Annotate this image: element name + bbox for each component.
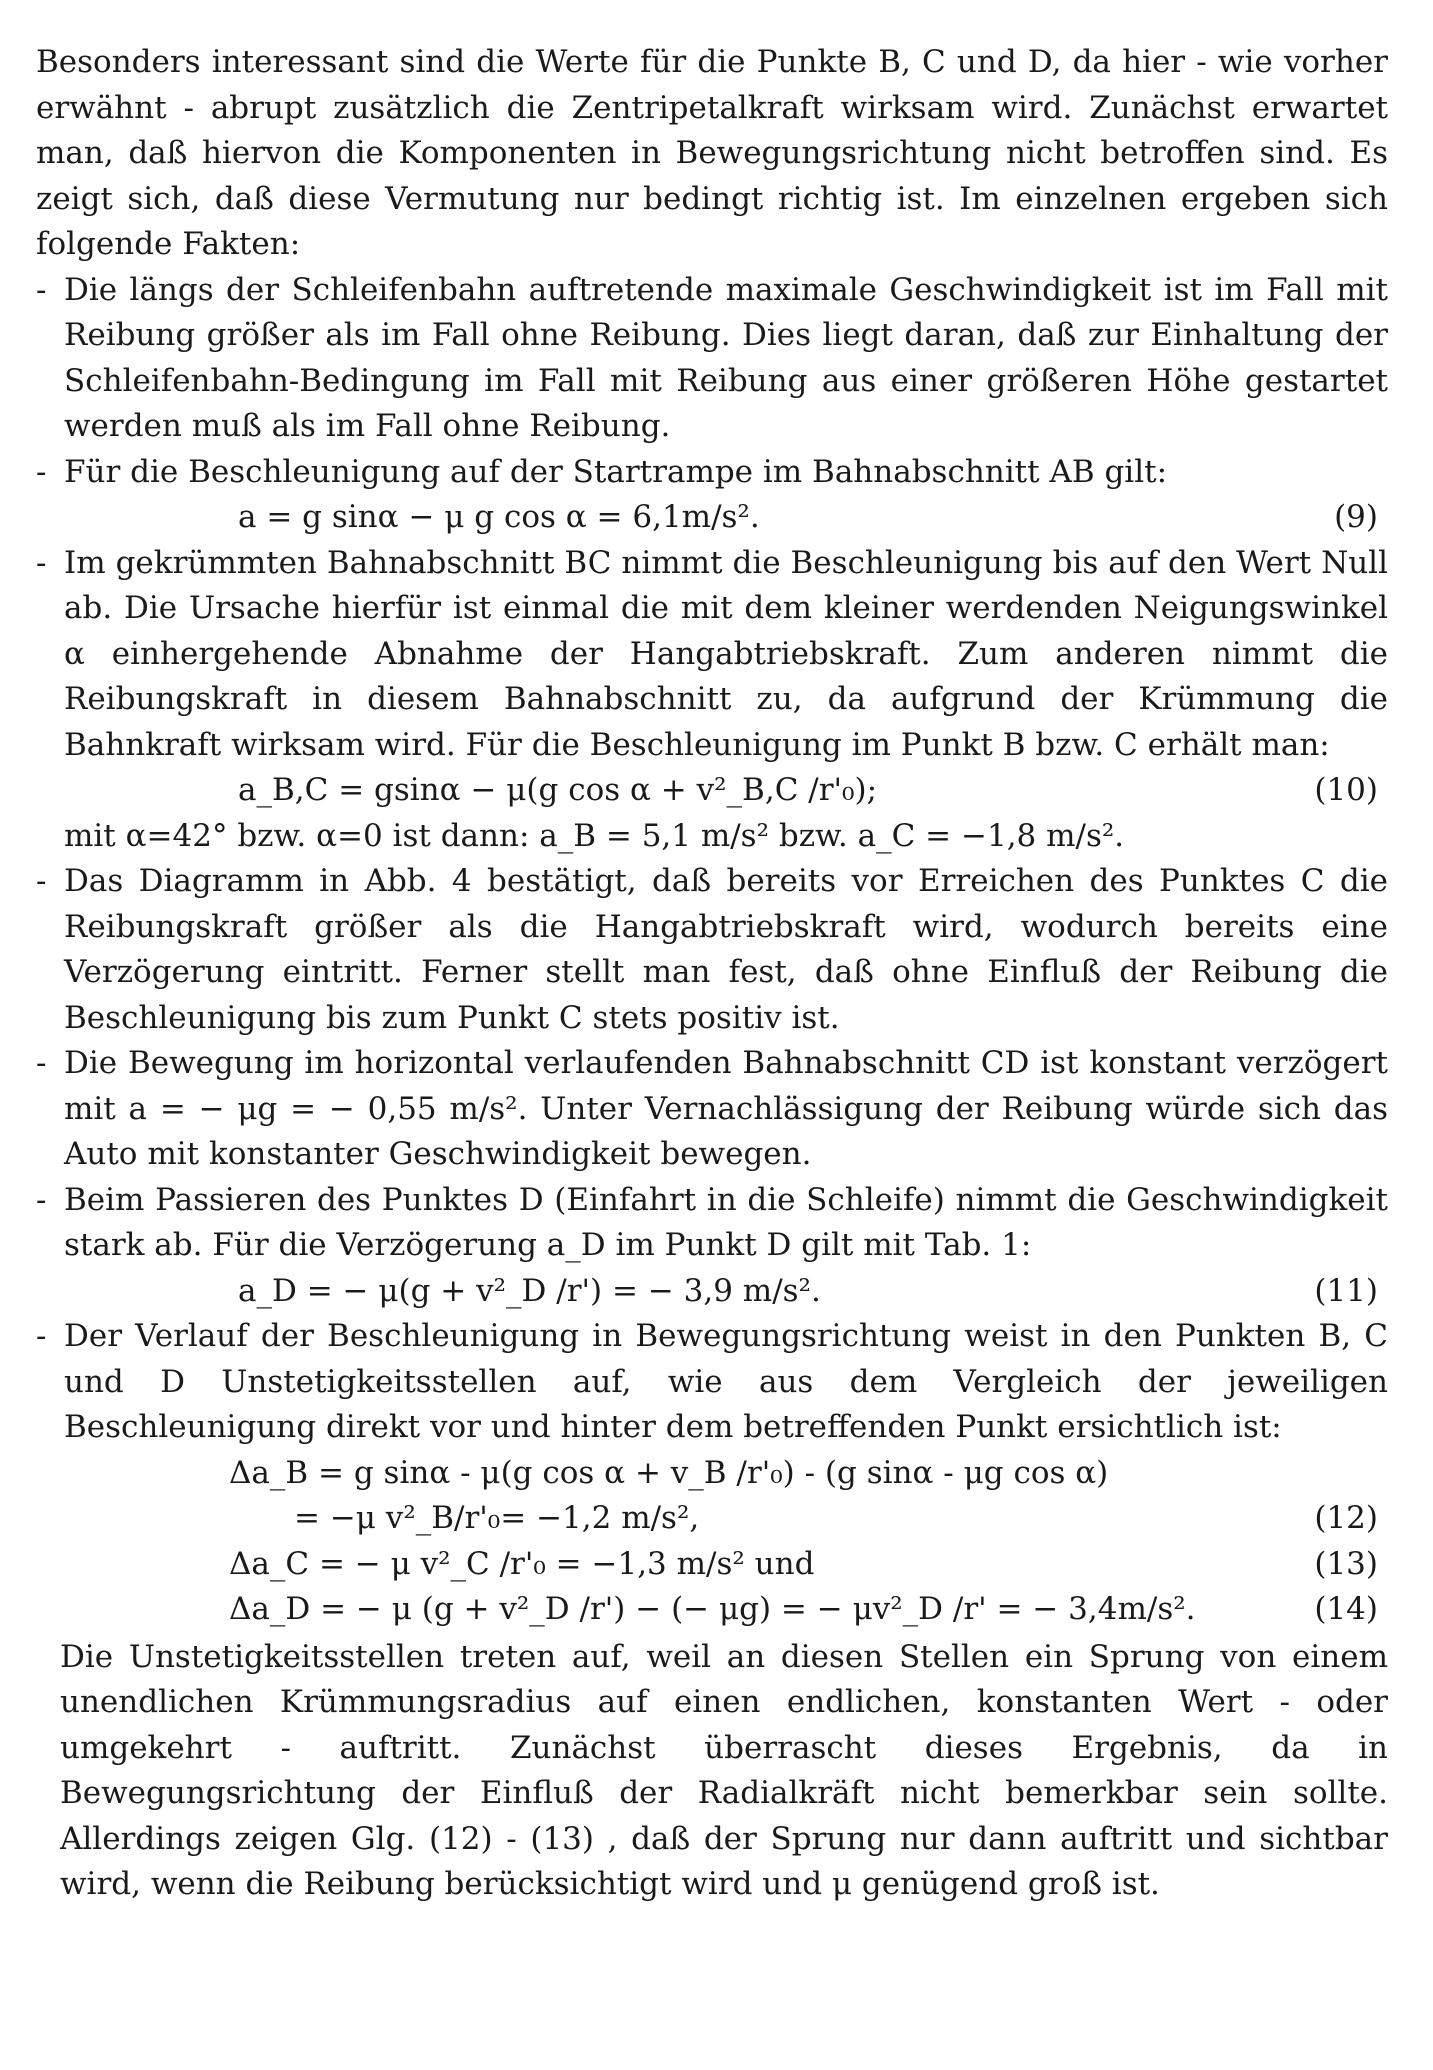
equation-number: (14) <box>1314 1591 1378 1627</box>
fact-item-2 <box>36 450 1388 496</box>
list-dash: - <box>36 863 47 899</box>
equation-text: Δa_C = − μ v²_C /r'₀ = −1,3 m/s² und <box>229 1545 815 1582</box>
fact-text: Beim Passieren des Punktes D (Einfahrt in die Schleife) nimmt die Geschwindigkeit stark ab. Für die Verzögerung a_D im Punkt D gilt mit Tab. 1: <box>64 1181 1388 1263</box>
equation-number: (9) <box>1334 499 1378 535</box>
equation-text: a_D = − μ(g + v²_D /r') = − 3,9 m/s². <box>238 1272 821 1309</box>
fact-text: Die längs der Schleifenbahn auftretende maximale Geschwindigkeit ist im Fall mit Reibung größer als im Fall ohne Reibung. Dies liegt daran, daß zur Einhaltung der Schleifenbahn-Bedingung im Fall mit Reibung aus einer größeren Höhe gestartet werden muß als im Fall ohne Reibung. <box>64 271 1388 444</box>
equation-text: a_B,C = gsinα − μ(g cos α + v²_B,C /r'₀); <box>238 772 878 808</box>
equation-10 <box>36 768 1388 814</box>
equation-10-values: mit α=42° bzw. α=0 ist dann: a_B = 5,1 m/s² bzw. a_C = −1,8 m/s². <box>64 817 1125 854</box>
fact-text: Im gekrümmten Bahnabschnitt BC nimmt die Beschleunigung bis auf den Wert Null ab. Die Ursache hierfür ist einmal die mit dem kleiner werdenden Neigungswinkel α einhergehende Abnahme der Hangabtriebskraft. Zum anderen nimmt die Reibungskraft in diesem Bahnabschnitt zu, da aufgrund der Krümmung die Bahnkraft wirksam wird. Für die Beschleunigung im Punkt B bzw. C erhält man: <box>64 544 1388 763</box>
list-dash: - <box>36 544 47 581</box>
fact-text: Die Bewegung im horizontal verlaufenden Bahnabschnitt CD ist konstant verzögert mit a = − μg = − 0,55 m/s². Unter Vernachlässigung der Reibung würde sich das Auto mit konstanter Geschwindigkeit bewegen. <box>64 1045 1388 1172</box>
equation-12-line-1 <box>36 1451 1388 1497</box>
equation-text: a = g sinα − μ g cos α = 6,1m/s². <box>238 499 760 535</box>
list-dash: - <box>36 1181 47 1218</box>
fact-item-3 <box>36 541 1388 769</box>
fact-item-4 <box>36 859 1388 1041</box>
list-dash: - <box>36 453 47 490</box>
equation-11 <box>36 1269 1388 1315</box>
equation-text: = −μ v²_B/r'₀= −1,2 m/s², <box>294 1500 700 1536</box>
list-dash: - <box>36 1045 47 1081</box>
equation-text: Δa_D = − μ (g + v²_D /r') − (− μg) = − μv²_D /r' = − 3,4m/s². <box>229 1591 1196 1627</box>
equation-number: (11) <box>1314 1272 1378 1309</box>
list-dash: - <box>36 271 47 308</box>
equation-12-line-2 <box>36 1496 1388 1542</box>
fact-text: Der Verlauf der Beschleunigung in Bewegungsrichtung weist in den Punkten B, C und D Unstetigkeitsstellen auf, wie aus dem Vergleich der jeweiligen Beschleunigung direkt vor und hinter dem betreffenden Punkt ersichtlich ist: <box>64 1318 1388 1445</box>
fact-item-1 <box>36 268 1388 450</box>
fact-text: Das Diagramm in Abb. 4 bestätigt, daß bereits vor Erreichen des Punktes C die Reibungskraft größer als die Hangabtriebskraft wird, wodurch bereits eine Verzögerung eintritt. Ferner stellt man fest, daß ohne Einfluß der Reibung die Beschleunigung bis zum Punkt C stets positiv ist. <box>64 863 1388 1036</box>
equation-13 <box>36 1542 1388 1588</box>
fact-text: Für die Beschleunigung auf der Startrampe im Bahnabschnitt AB gilt: <box>64 453 1168 490</box>
intro-paragraph: Besonders interessant sind die Werte für die Punkte B, C und D, da hier - wie vorher erwähnt - abrupt zusätzlich die Zentripetalkraft wirksam wird. Zunächst erwartet man, daß hiervon die Komponenten in Bewegungsrichtung nicht betroffen sind. Es zeigt sich, daß diese Vermutung nur bedingt richtig ist. Im einzelnen ergeben sich folgende Fakten: <box>36 44 1388 262</box>
equation-number: (12) <box>1314 1500 1378 1536</box>
equation-number: (10) <box>1314 772 1378 808</box>
document-page <box>36 40 1388 1908</box>
list-dash: - <box>36 1318 47 1354</box>
equation-9 <box>36 495 1388 541</box>
equation-14 <box>36 1587 1388 1633</box>
fact-item-5 <box>36 1041 1388 1178</box>
conclusion-paragraph: Die Unstetigkeitsstellen treten auf, weil an diesen Stellen ein Sprung von einem unendlichen Krümmungsradius auf einen endlichen, konstanten Wert - oder umgekehrt - auftritt. Zunächst überrascht dieses Ergebnis, da in Bewegungsrichtung der Einfluß der Radialkräft nicht bemerkbar sein sollte. Allerdings zeigen Glg. (12) - (13) , daß der Sprung nur dann auftritt und sichtbar wird, wenn die Reibung berücksichtigt wird und μ genügend groß ist. <box>60 1638 1388 1902</box>
fact-item-7 <box>36 1314 1388 1451</box>
fact-item-6 <box>36 1178 1388 1269</box>
equation-text: Δa_B = g sinα - μ(g cos α + v_B /r'₀) - (g sinα - μg cos α) <box>229 1454 1109 1491</box>
equation-number: (13) <box>1314 1545 1378 1582</box>
